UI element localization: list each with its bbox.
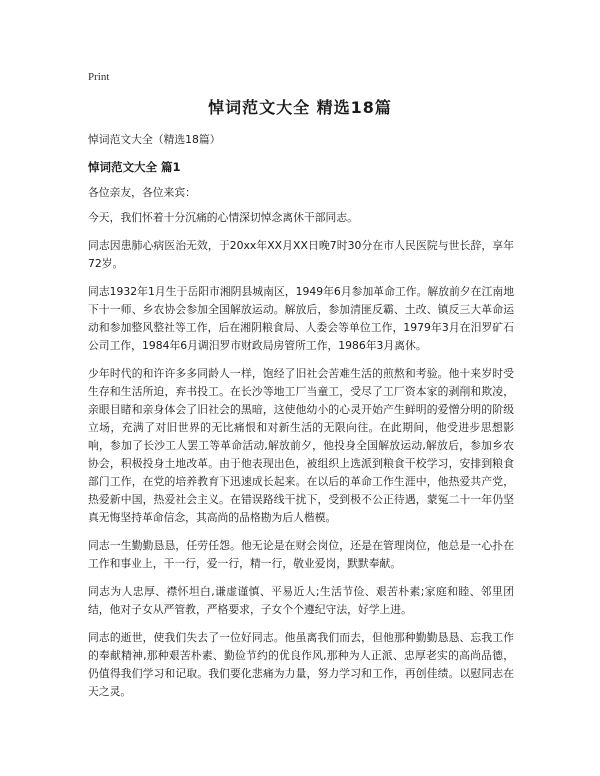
document-body — [88, 131, 514, 708]
paragraph-passing: 同志因患肺心病医治无效，于20xx年XX月XX日晚7时30分在市人民医院与世长辞，享年72岁。 — [88, 239, 514, 270]
document-subtitle: 悼词范文大全（精选18篇） — [88, 133, 221, 146]
paragraph-diligence: 同志一生勤勤恳恳，任劳任怨。他无论是在财会岗位，还是在管理岗位，他总是一心扑在工作和事业上，干一行，爱一行，精一行，敬业爱岗，默默奉献。 — [88, 539, 514, 570]
paragraph-career: 同志1932年1月生于岳阳市湘阴县城南区，1949年6月参加革命工作。解放前夕在江南地下十一师、乡农协会参加全国解放运动。解放后，参加清匪反霸、土改、镇反三大革命运动和参加整风整社等工作，后在湘阴粮食局、人委会等单位工作，1979年3月在汨罗矿石公司工作，1984年6月调汨罗市财政局房管所工作，1986年3月离休。 — [88, 285, 514, 352]
section-heading: 悼词范文大全 篇1 — [88, 160, 181, 174]
paragraph-youth: 少年时代的和许许多多同龄人一样，饱经了旧社会苦难生活的煎熬和考验。他十来岁时受生存和生活所迫，弃书投工。在长沙等地工厂当童工，受尽了工厂资本家的剥削和欺凌，亲眼目睹和亲身体会了旧社会的黑暗，这使他幼小的心灵开始产生鲜明的爱憎分明的阶级立场，充满了对旧世界的无比痛恨和对新生活的无限向往。在此期间，他受进步思想影响，参加了长沙工人罢工等革命活动,解放前夕，他投身全国解放运动,解放后，参加乡农协会，积极投身土地改革。由于他表现出色，被组织上选派到粮食干校学习，安排到粮食部门工作，在党的培养教育下迅速成长起来。在以后的革命工作生涯中，他热爱共产党，热爱新中国，热爱社会主义。在错误路线干扰下，受到极不公正待遇，蒙冤二十一年仍坚真无悔坚持革命信念，其高尚的品格勘为后人楷模。 — [88, 367, 514, 524]
paragraph-character: 同志为人忠厚、襟怀坦白,谦虚谨慎、平易近人;生活节俭、艰苦朴素;家庭和睦、邻里团结，他对子女从严管教，严格要求，子女个个遵纪守法，好学上进。 — [88, 585, 514, 616]
print-label: Print — [88, 71, 110, 83]
paragraph-opening: 今天，我们怀着十分沉痛的心情深切悼念离休干部同志。 — [88, 211, 358, 224]
page-title: 悼词范文大全 精选18篇 — [208, 98, 392, 117]
paragraph-closing: 同志的逝世，使我们失去了一位好同志。他虽离我们而去，但他那种勤勤恳恳、忘我工作的奉献精神,那种艰苦朴素、勤俭节约的优良作风,那种为人正派、忠厚老实的高尚品德，仍值得我们学习和记取。我们要化悲痛为力量，努力学习和工作，再创佳绩。以慰同志在天之灵。 — [88, 631, 514, 698]
paragraph-greeting: 各位亲友，各位来宾： — [88, 186, 196, 199]
